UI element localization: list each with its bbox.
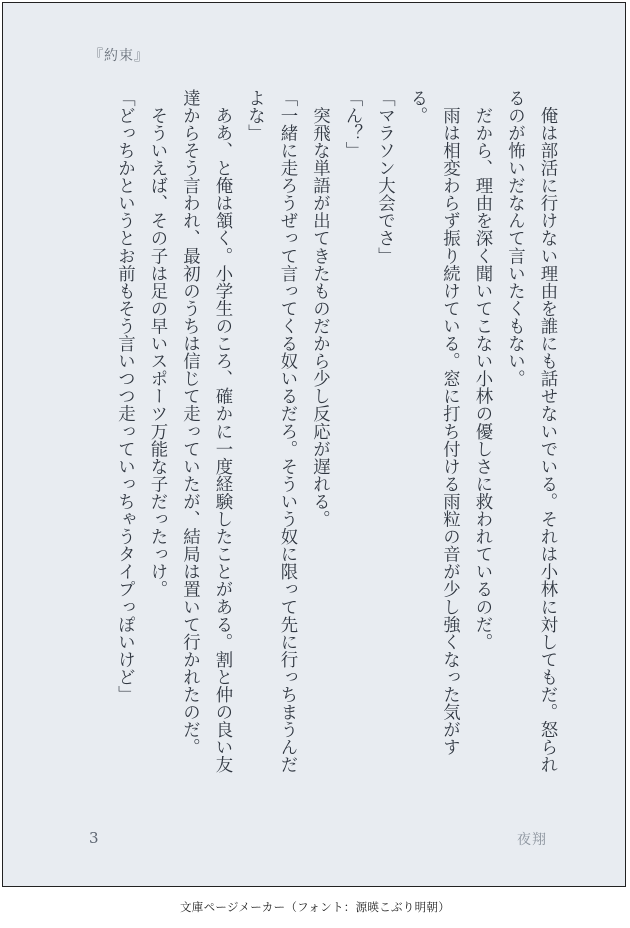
story-title: 『約束』	[89, 48, 149, 64]
page-number: 3	[89, 829, 99, 847]
paragraph: 「ん？」	[342, 89, 362, 160]
book-page	[2, 2, 626, 887]
paragraph: 雨は相変わらず振り続けている。窓に打ち付ける雨粒の音が少し強くなった気がする。	[407, 89, 460, 756]
footer-credit: 文庫ページメーカー（フォント：源暎こぶり明朝）	[179, 900, 451, 914]
paragraph: だから、理由を深く聞いてこない小林の優しさに救われているのだ。	[472, 89, 492, 651]
paragraph: ああ、と俺は頷く。小学生のころ、確かに一度経験したことがある。割と仲の良い友達からそう言われ、最初のうちは信じて走っていたが、結局は置いて行かれたのだ。	[179, 89, 232, 774]
paragraph: 「一緒に走ろうぜって言ってくる奴いるだろ。そういう奴に限って先に行っちまうんだよな」	[244, 89, 297, 774]
paragraph: 「マラソン大会でさ」	[374, 89, 395, 265]
vertical-body-text	[108, 89, 563, 779]
author-name: 夜翔	[517, 832, 547, 848]
paragraph: 「どっちかというとお前もそう言いつつ走っていっちゃうタイプっぽいけど」	[114, 89, 135, 704]
paragraph: そういえば、その子は足の早いスポーツ万能な子だったっけ。	[147, 89, 167, 598]
paragraph: 俺は部活に行けない理由を誰にも話せないでいる。それは小林に対してもだ。怒られるのが怖いだなんて言いたくもない。	[504, 89, 557, 774]
paragraph: 突飛な単語が出てきたものだから少し反応が遅れる。	[309, 89, 330, 528]
